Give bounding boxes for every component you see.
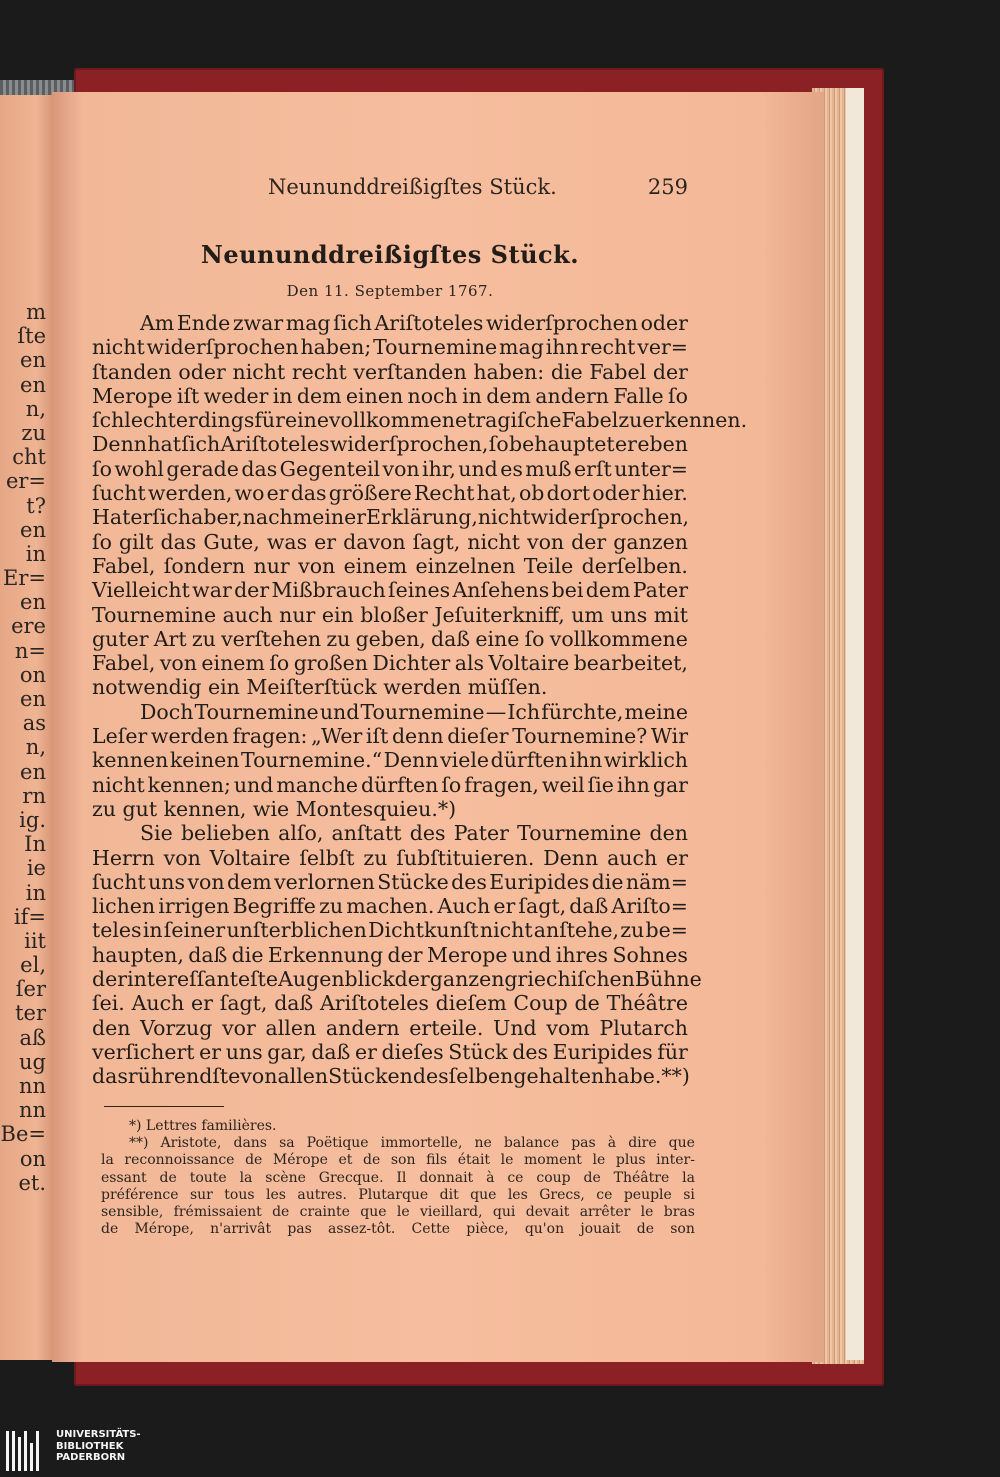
footnote-line: essant de toute la scène Grecque. Il donnait à ce coup de Théâtre la (101, 1169, 695, 1186)
body-line: nicht widerſprochen haben; Tournemine mag ihn recht ver= (92, 335, 688, 360)
body-line: den Vorzug vor allen andern erteile. Und vom Plutarch (92, 1015, 688, 1040)
left-fragment: cht (12, 445, 46, 470)
logo-line-2: BIBLIOTHEK (56, 1440, 124, 1452)
body-line: Denn hat ſich Ariſtoteles widerſprochen, ſo behauptet er eben (92, 432, 688, 457)
footnote-line: sensible, frémissaient de crainte que le vieillard, qui devait arrêter le bras (101, 1203, 695, 1220)
body-line (92, 675, 688, 699)
left-fragment: ſte (17, 324, 46, 349)
body-line: nicht kennen; und manche dürften ſo fragen, weil ſie ihn gar (92, 772, 688, 797)
page-number: 259 (647, 175, 688, 199)
library-logo (0, 1425, 200, 1477)
left-fragment: if= (13, 904, 46, 929)
left-fragment: ſer (15, 977, 46, 1002)
left-fragment: en (20, 372, 46, 397)
left-fragment: el, (20, 953, 46, 978)
footnote-line: préférence sur tous les autres. Plutarque dit que les Grecs, ce peuple si (101, 1186, 695, 1203)
left-fragment: er= (5, 469, 46, 494)
body-line: Tournemine auch nur ein bloßer Jeſuiterkniff, um uns mit (92, 602, 688, 627)
left-fragment: en (20, 348, 46, 373)
left-fragment: nn (18, 1098, 46, 1123)
left-fragment: ie (26, 856, 46, 881)
left-fragment: m (26, 300, 46, 324)
body-line: Sie belieben alſo, anſtatt des Pater Tournemine den (140, 821, 688, 846)
footnote-line-text: *) Lettres familières. (129, 1118, 277, 1134)
chapter-date: Den 11. September 1767. (286, 282, 494, 300)
body-line: haupten, daß die Erkennung der Merope und ihres Sohnes (92, 942, 688, 967)
left-fragment: iit (24, 928, 46, 953)
left-fragment: in (25, 880, 46, 905)
left-fragment: zu (21, 420, 46, 445)
body-line: ſo gilt das Gute, was er davon ſagt, nicht von der ganzen (92, 529, 688, 554)
body-line: ſtanden oder nicht recht verſtanden haben: die Fabel der (92, 359, 688, 384)
left-fragment: on (19, 662, 46, 687)
body-line: ſchlechterdings für eine vollkommene tragiſche Fabel zu erkennen. (92, 408, 748, 433)
body-line: Hat er ſich aber, nach meiner Erklärung, nicht widerſprochen, (92, 505, 690, 530)
chapter-title: Neununddreißigſtes Stück. (200, 240, 580, 269)
body-line: lichen irrigen Begriffe zu machen. Auch er ſagt, daß Ariſto= (92, 894, 688, 919)
body-line: teles in ſeiner unſterblichen Dichtkunſt nicht anſtehe, zu be= (92, 918, 688, 943)
page-block-edge (846, 88, 864, 1360)
left-fragment: ug (19, 1049, 46, 1074)
body-line: kennen keinen Tournemine.“ Denn viele dürften ihn wirklich (92, 748, 688, 773)
body-line: ſei. Auch er ſagt, daß Ariſtoteles dieſem Coup de Théâtre (92, 991, 688, 1016)
running-head-title: Neununddreißigſtes Stück. (268, 175, 557, 199)
left-fragment: en (20, 517, 46, 542)
body-line: Fabel, von einem ſo großen Dichter als Voltaire bearbeitet, (92, 651, 688, 676)
footnotes (101, 1118, 695, 1238)
left-fragment: en (20, 590, 46, 615)
body-line-text: zu gut kennen, wie Montesquieu.*) (92, 796, 457, 821)
footnote-line: **) Aristote, dans sa Poëtique immortelle, ne balance pas à dire que (129, 1135, 695, 1152)
body-line: ſo wohl gerade das Gegenteil von ihr, und es muß erſt unter= (92, 456, 688, 481)
library-logo-icon (4, 1429, 46, 1473)
body-line: guter Art zu verſtehen zu geben, daß eine ſo vollkommene (92, 626, 688, 651)
body-line: Am Ende zwar mag ſich Ariſtoteles widerſprochen oder (140, 311, 688, 335)
left-fragment: ig. (19, 807, 46, 832)
body-line: ſucht werden, wo er das größere Recht hat, ob dort oder hier. (92, 481, 688, 506)
body-line: Herrn von Voltaire ſelbſt zu ſubſtituieren. Denn auch er (92, 845, 688, 870)
footnote-line: la reconnoissance de Mérope et de son fils était le moment le plus inter- (101, 1152, 695, 1169)
body-text (92, 311, 748, 1089)
left-fragment: n= (14, 638, 46, 663)
logo-line-1: UNIVERSITÄTS- (56, 1429, 141, 1440)
left-fragment: Er= (3, 566, 46, 591)
left-fragment: rn (22, 783, 46, 808)
left-fragment: n, (25, 396, 46, 421)
left-fragment: Be= (0, 1122, 46, 1147)
left-page-text-fragments (0, 300, 46, 1195)
left-fragment: as (22, 711, 46, 736)
left-fragment: t? (26, 493, 46, 518)
body-line-text: notwendig ein Meiſterſtück werden müſſen. (92, 675, 548, 700)
left-fragment: nn (18, 1074, 46, 1098)
body-line: das rührendſte von allen Stücken desſelben gehalten habe.**) (92, 1064, 690, 1089)
body-line: Fabel, ſondern nur von einem einzelnen Teile derſelben. (92, 553, 688, 578)
left-fragment: on (19, 1146, 46, 1171)
footnote-line: de Mérope, n'arrivât pas assez-tôt. Cette pièce, qu'on jouait de son (101, 1221, 695, 1238)
body-line: Doch Tournemine und Tournemine — Ich fürchte, meine (140, 699, 688, 724)
left-fragment: In (24, 832, 46, 857)
body-line: ſucht uns von dem verlornen Stücke des Euripides die näm= (92, 869, 688, 894)
left-fragment: ter (15, 1001, 46, 1026)
body-line (92, 797, 688, 821)
left-fragment: en (20, 759, 46, 784)
body-line: Merope iſt weder in dem einen noch in dem andern Falle ſo (92, 383, 688, 408)
left-page-edge (0, 95, 52, 1360)
left-fragment: aß (19, 1025, 46, 1050)
footnote-rule (104, 1106, 224, 1107)
left-fragment: ere (11, 614, 46, 639)
body-line: verſichert er uns gar, daß er dieſes Stück des Euripides für (92, 1039, 688, 1064)
left-fragment: n, (25, 735, 46, 760)
logo-line-3: PADERBORN (56, 1452, 126, 1463)
body-line: Vielleicht war der Mißbrauch ſeines Anſehens bei dem Pater (92, 578, 688, 603)
library-logo-text (56, 1429, 141, 1464)
footnote-line (101, 1118, 695, 1135)
left-fragment: et. (18, 1170, 46, 1195)
body-line: Leſer werden fragen: „Wer iſt denn dieſer Tournemine? Wir (92, 724, 688, 749)
body-line: der intereſſanteſte Augenblick der ganzen griechiſchen Bühne (92, 967, 702, 992)
left-fragment: in (25, 541, 46, 566)
left-fragment: en (20, 687, 46, 711)
